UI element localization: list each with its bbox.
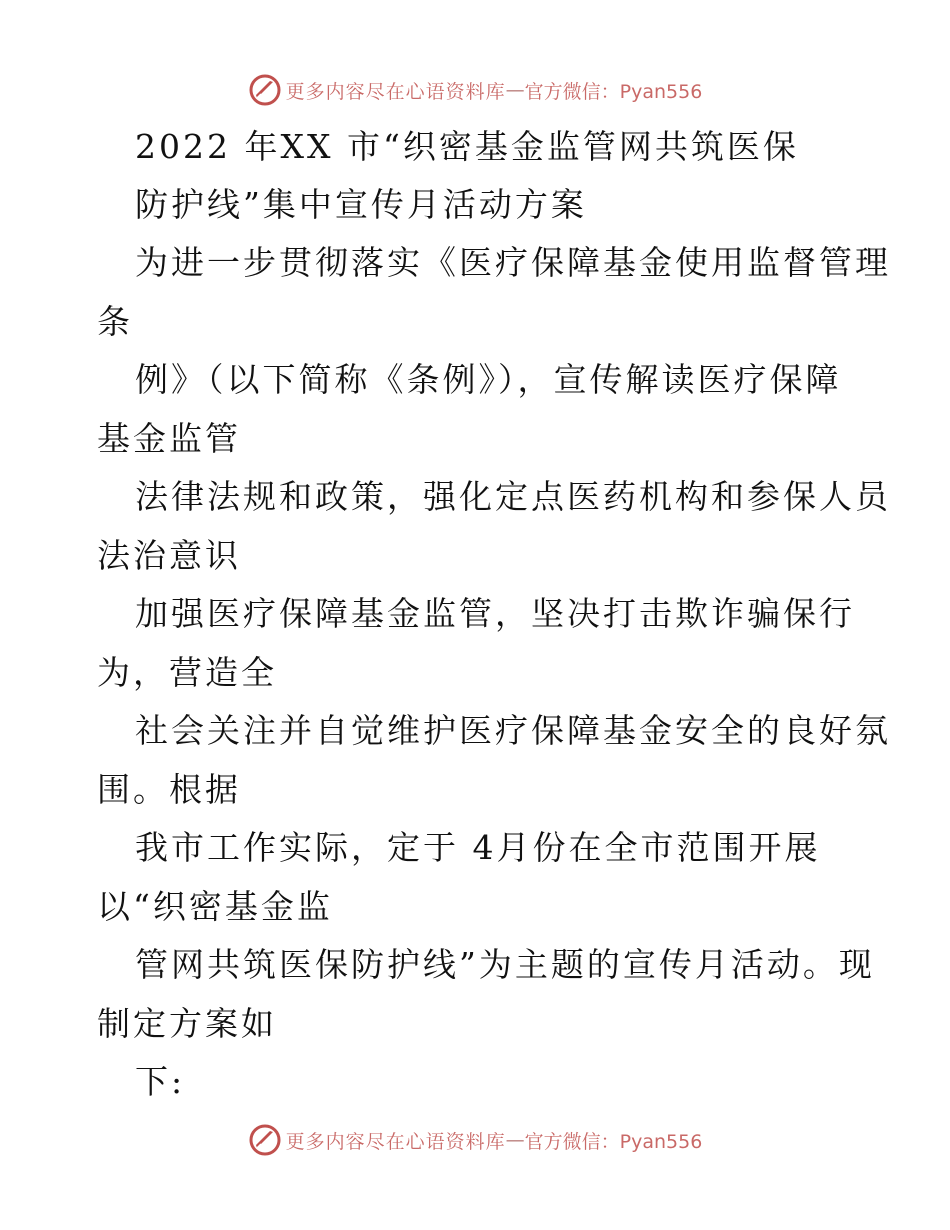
quill-logo-icon bbox=[248, 73, 282, 107]
body-line: 加强医疗保障基金监管，坚决打击欺诈骗保行 bbox=[135, 594, 855, 633]
body-line: 围。根据 bbox=[97, 770, 241, 809]
body-line: 法治意识 bbox=[97, 536, 241, 575]
document-title-line-1: 2022 年XX 市“织密基金监管网共筑医保 bbox=[135, 127, 799, 166]
header-watermark-banner bbox=[0, 70, 950, 110]
body-line: 下: bbox=[135, 1062, 186, 1101]
banner-wechat: 官方微信：Pyan556 bbox=[524, 1130, 703, 1153]
body-line: 管网共筑医保防护线”为主题的宣传月活动。现 bbox=[135, 945, 875, 984]
body-line: 条 bbox=[97, 302, 133, 341]
body-line: 基金监管 bbox=[97, 419, 241, 458]
body-line: 社会关注并自觉维护医疗保障基金安全的良好氛 bbox=[135, 711, 891, 750]
body-line: 我市工作实际，定于 4月份在全市范围开展 bbox=[135, 828, 821, 867]
footer-watermark-banner bbox=[0, 1120, 950, 1160]
document-title-line-2: 防护线”集中宣传月活动方案 bbox=[135, 185, 587, 224]
body-line: 法律法规和政策，强化定点医药机构和参保人员 bbox=[135, 477, 891, 516]
body-line: 制定方案如 bbox=[97, 1004, 277, 1043]
banner-text: 更多内容尽在心语资料库 bbox=[285, 80, 506, 103]
banner-text: 更多内容尽在心语资料库 bbox=[285, 1130, 506, 1153]
body-line: 为，营造全 bbox=[97, 653, 277, 692]
body-line: 例》（以下简称《条例》），宣传解读医疗保障 bbox=[135, 360, 842, 399]
banner-wechat: 官方微信：Pyan556 bbox=[524, 80, 703, 103]
banner-separator: — bbox=[505, 79, 525, 101]
body-line: 为进一步贯彻落实《医疗保障基金使用监督管理 bbox=[135, 243, 891, 282]
quill-logo-icon bbox=[248, 1123, 282, 1157]
banner-separator: — bbox=[505, 1129, 525, 1151]
body-line: 以“织密基金监 bbox=[97, 887, 333, 926]
